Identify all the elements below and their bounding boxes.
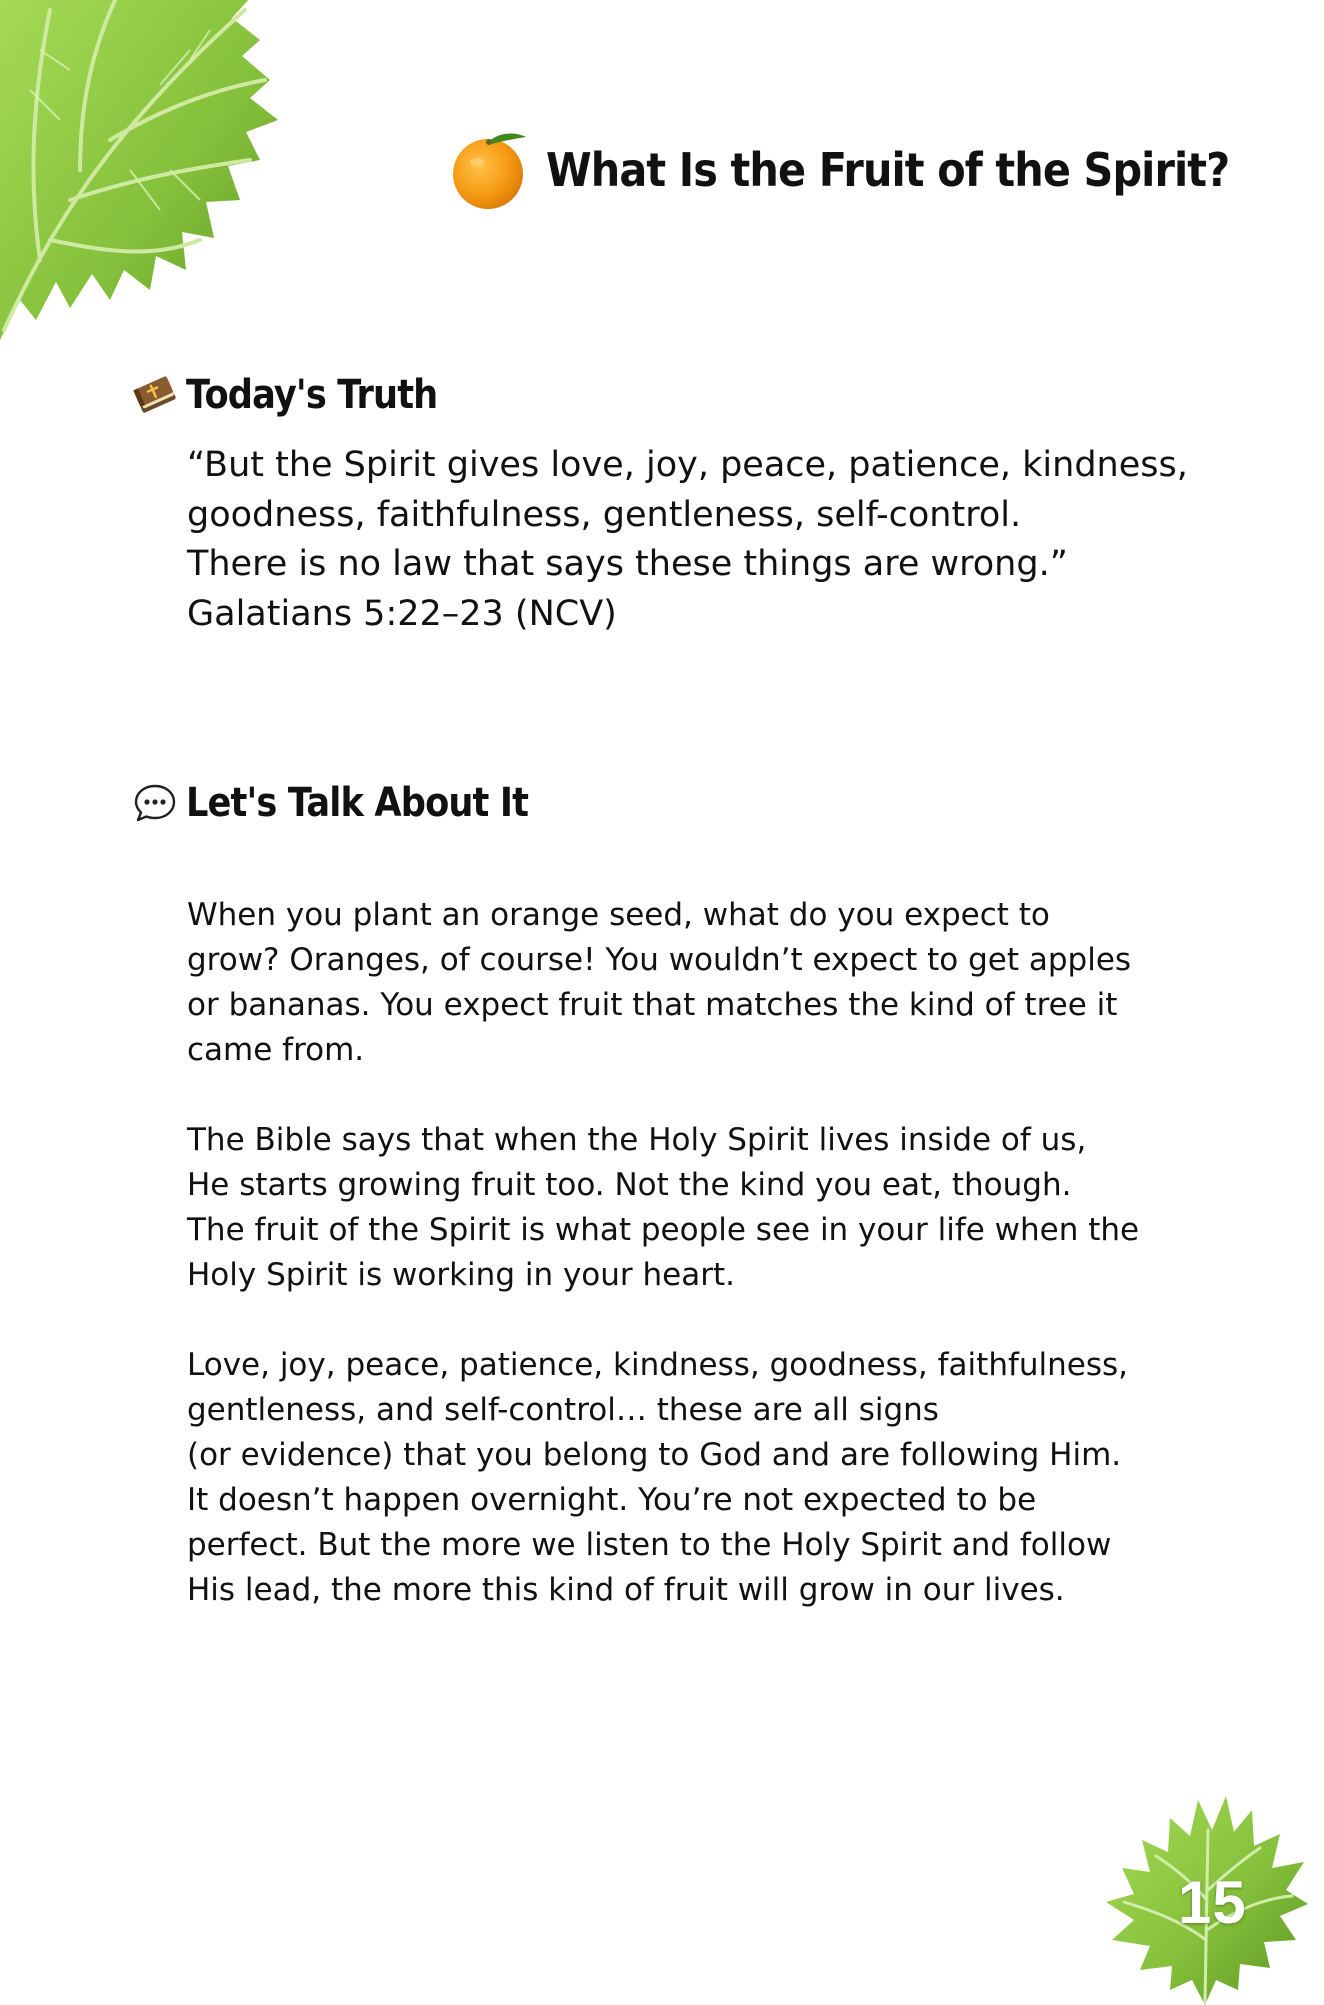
text-line: perfect. But the more we listen to the Holy Spirit and follow — [187, 1527, 1112, 1563]
text-line: grow? Oranges, of course! You wouldn’t expect to get apples — [187, 942, 1132, 978]
verse-line: goodness, faithfulness, gentleness, self-control. — [187, 494, 1022, 535]
text-line: The fruit of the Spirit is what people see in your life when the — [187, 1212, 1140, 1248]
orange-icon — [448, 129, 530, 211]
green-leaf-icon — [0, 0, 300, 340]
verse-reference: Galatians 5:22–23 (NCV) — [187, 593, 617, 634]
lets-talk-label: Let's Talk About It — [186, 780, 529, 826]
todays-truth-heading — [132, 372, 472, 418]
text-line: The Bible says that when the Holy Spirit lives inside of us, — [187, 1122, 1087, 1158]
speech-bubble-icon — [132, 780, 178, 826]
text-line: Love, joy, peace, patience, kindness, goodness, faithfulness, — [187, 1347, 1129, 1383]
discussion-text — [187, 848, 1247, 1658]
text-line: When you plant an orange seed, what do you expect to — [187, 897, 1050, 933]
text-line: It doesn’t happen overnight. You’re not expected to be — [187, 1482, 1037, 1518]
todays-truth-label: Today's Truth — [186, 372, 438, 418]
text-line: came from. — [187, 1032, 365, 1068]
verse-line: There is no law that says these things are wrong.” — [187, 544, 1068, 584]
scripture-verse — [187, 441, 1247, 639]
page-title: What Is the Fruit of the Spirit? — [546, 143, 1230, 197]
bible-book-icon — [132, 372, 178, 418]
page-number: 15 — [1178, 1869, 1247, 1936]
lets-talk-heading — [132, 780, 575, 826]
text-line: or bananas. You expect fruit that matches the kind of tree it — [187, 987, 1118, 1023]
text-line: He starts growing fruit too. Not the kind you eat, though. — [187, 1167, 1072, 1203]
title-row — [448, 130, 1305, 210]
text-line: Holy Spirit is working in your heart. — [187, 1257, 735, 1293]
text-line: (or evidence) that you belong to God and are following Him. — [187, 1437, 1122, 1473]
verse-line: “But the Spirit gives love, joy, peace, patience, kindness, — [187, 445, 1188, 485]
text-line: His lead, the more this kind of fruit will grow in our lives. — [187, 1572, 1065, 1608]
text-line: gentleness, and self-control… these are all signs — [187, 1392, 939, 1428]
